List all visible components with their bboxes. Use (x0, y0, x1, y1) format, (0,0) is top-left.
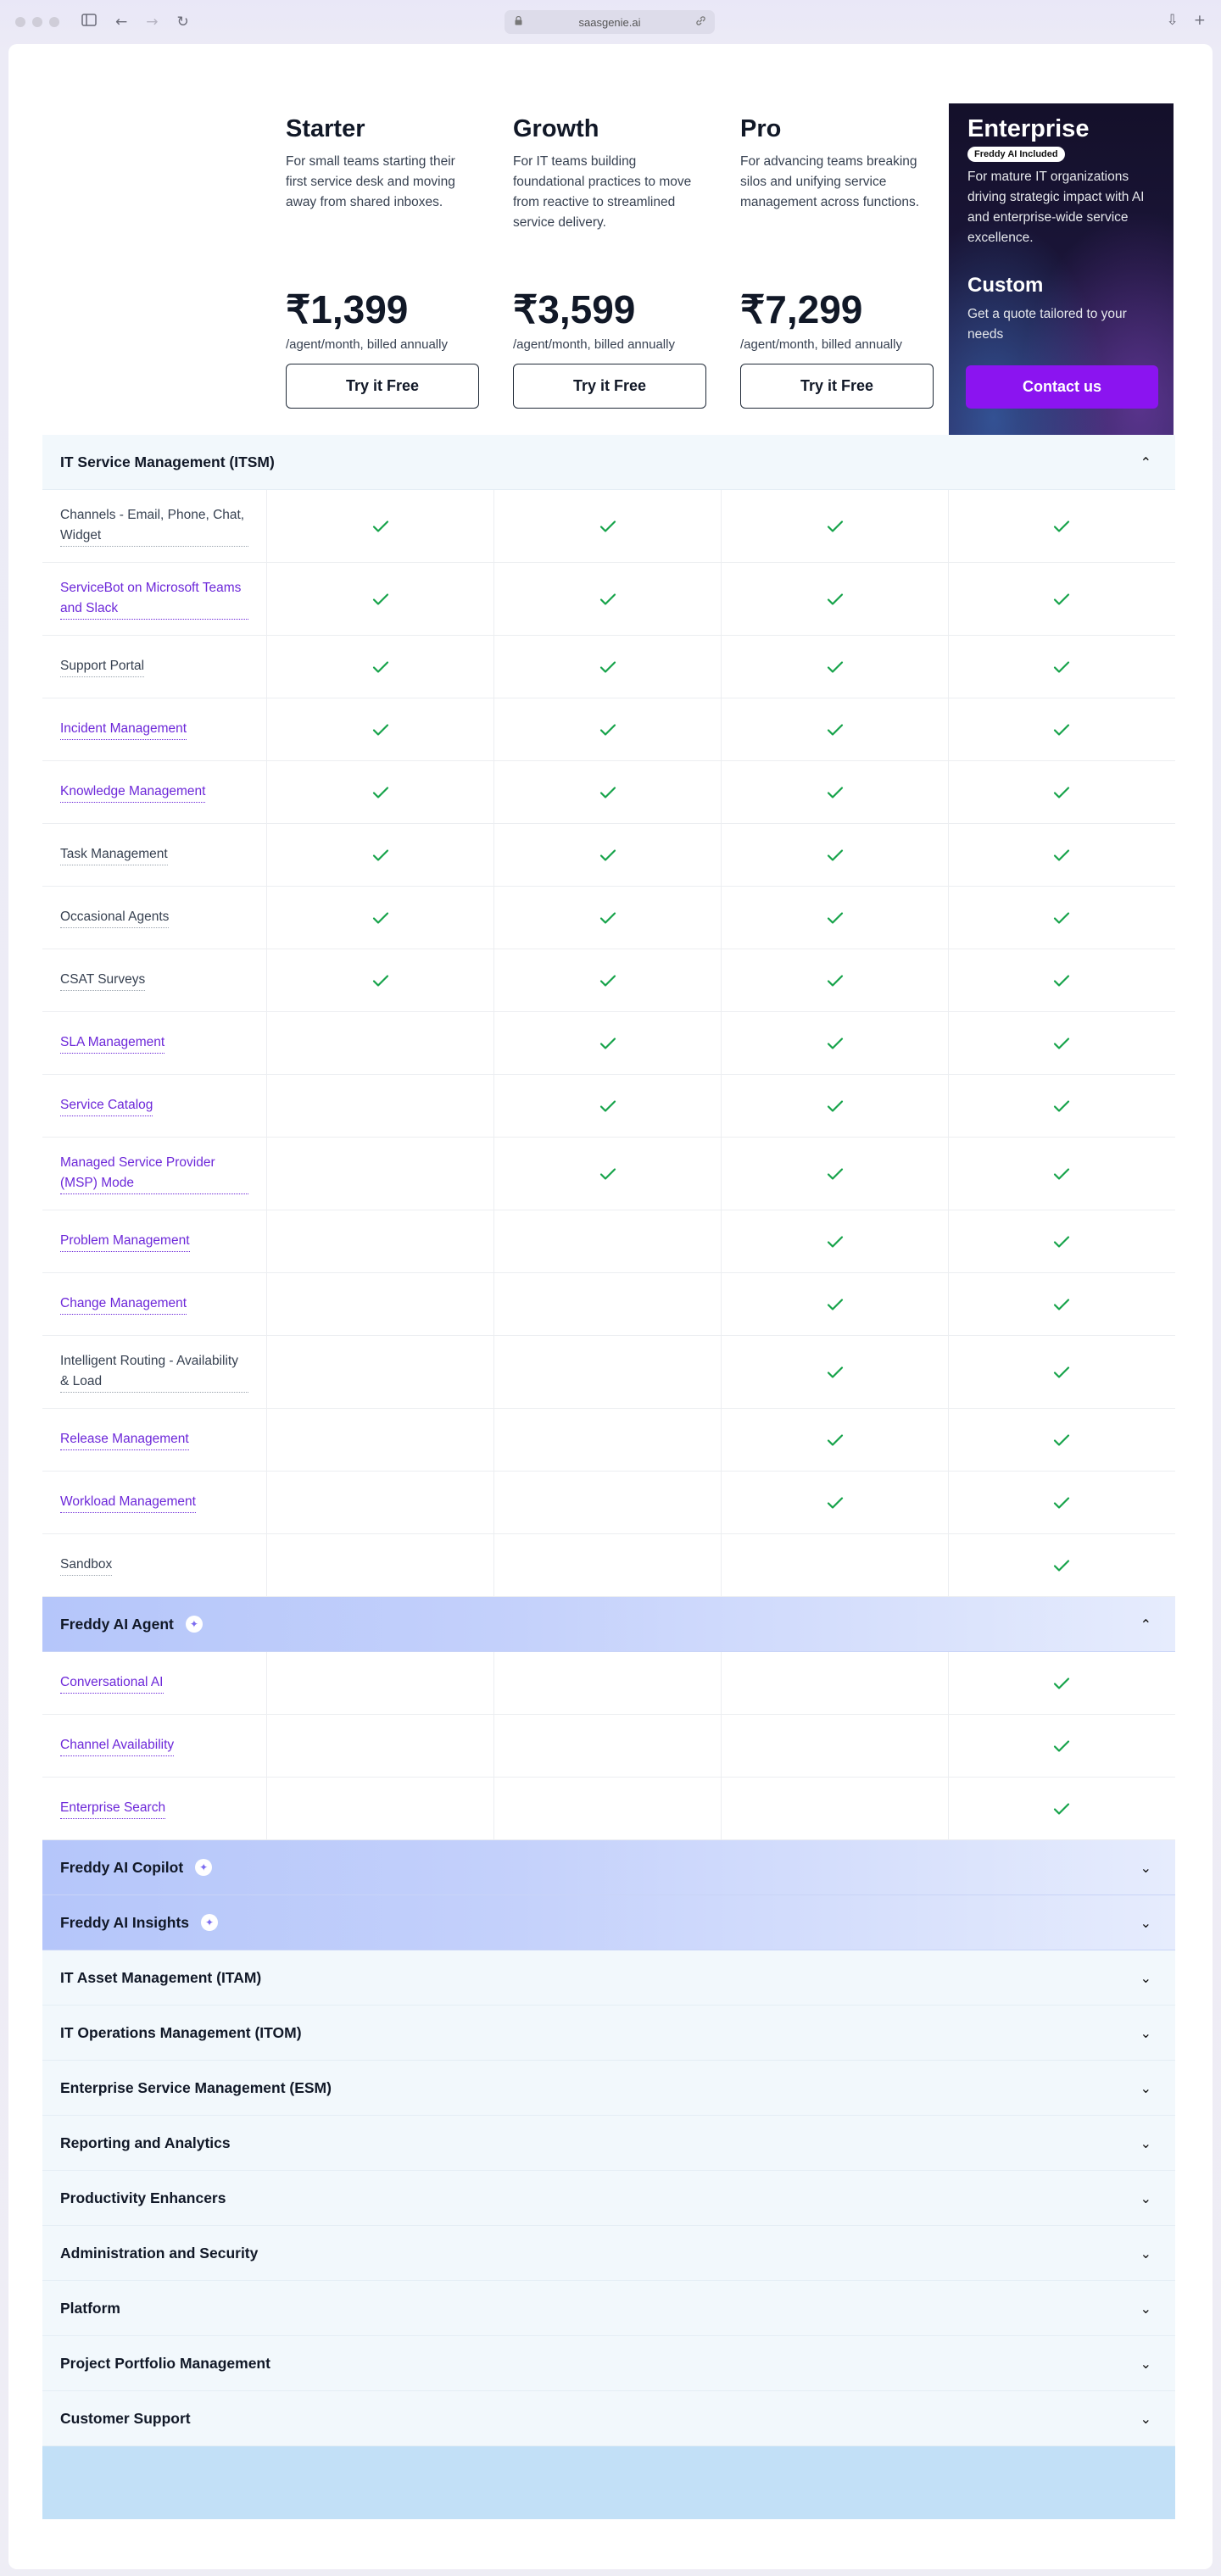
plan-availability-cell (267, 761, 494, 823)
feature-label-cell (42, 1012, 267, 1074)
checkmark-icon (371, 908, 391, 928)
plan-availability-cell (722, 563, 949, 635)
plan-availability-cell (722, 490, 949, 562)
plan-availability-cell (267, 824, 494, 886)
checkmark-icon (825, 1096, 845, 1116)
feature-row (42, 1715, 1175, 1778)
feature-row (42, 1012, 1175, 1075)
checkmark-icon (598, 1096, 618, 1116)
feature-label[interactable]: CSAT Surveys (60, 970, 145, 991)
plan-availability-cell (722, 1273, 949, 1335)
section-customer-support-header[interactable] (42, 2391, 1175, 2446)
plan-availability-cell (494, 1075, 722, 1137)
plan-availability-cell (267, 1138, 494, 1210)
plan-availability-cell (267, 949, 494, 1011)
checkmark-icon (1051, 589, 1072, 609)
try-free-button[interactable]: Try it Free (513, 364, 706, 409)
checkmark-icon (598, 845, 618, 865)
feature-label[interactable]: Enterprise Search (60, 1798, 165, 1819)
checkmark-icon (825, 657, 845, 677)
checkmark-icon (1051, 720, 1072, 740)
checkmark-icon (598, 971, 618, 991)
plan-header-row (42, 103, 1175, 435)
checkmark-icon (825, 845, 845, 865)
link-icon[interactable] (695, 15, 706, 29)
plan-availability-cell (494, 1012, 722, 1074)
checkmark-icon (825, 1164, 845, 1184)
plan-availability-cell (722, 824, 949, 886)
section-esm-header[interactable] (42, 2061, 1175, 2116)
plan-availability-cell (722, 698, 949, 760)
checkmark-icon (825, 720, 845, 740)
chevron-down-icon[interactable]: ⌄ (1140, 2024, 1151, 2041)
checkmark-icon (825, 908, 845, 928)
feature-row (42, 761, 1175, 824)
plan-availability-cell (722, 887, 949, 949)
plan-availability-cell (267, 1075, 494, 1137)
checkmark-icon (598, 1164, 618, 1184)
try-free-button[interactable]: Try it Free (286, 364, 479, 409)
plan-availability-cell (267, 1273, 494, 1335)
plan-availability-cell (267, 1336, 494, 1408)
plan-price: ₹7,299 (740, 287, 863, 331)
feature-row (42, 1778, 1175, 1840)
chevron-down-icon[interactable]: ⌄ (1140, 1914, 1151, 1931)
checkmark-icon (1051, 1294, 1072, 1315)
browser-toolbar (0, 0, 1221, 44)
checkmark-icon (825, 1232, 845, 1252)
section-title: Freddy AI Agent (60, 1615, 174, 1633)
section-itam-header[interactable] (42, 1950, 1175, 2006)
checkmark-icon (371, 516, 391, 537)
feature-label[interactable]: Intelligent Routing - Availability & Load (60, 1351, 248, 1393)
chevron-up-icon[interactable]: ⌃ (1140, 453, 1151, 470)
section-productivity-header[interactable] (42, 2171, 1175, 2226)
plan-billing-period: /agent/month, billed annually (286, 337, 448, 352)
plan-availability-cell (949, 1778, 1174, 1839)
feature-label[interactable]: Incident Management (60, 719, 187, 740)
plan-availability-cell (722, 761, 949, 823)
feature-label-cell (42, 698, 267, 760)
plan-price: ₹3,599 (513, 287, 636, 331)
plan-availability-cell (267, 1012, 494, 1074)
plan-billing-period: /agent/month, billed annually (740, 337, 902, 352)
plan-availability-cell (267, 887, 494, 949)
checkmark-icon (371, 657, 391, 677)
plan-availability-cell (494, 1534, 722, 1596)
plan-price: ₹1,399 (286, 287, 409, 331)
checkmark-icon (825, 782, 845, 803)
feature-label[interactable]: Channel Availability (60, 1735, 174, 1756)
feature-row (42, 698, 1175, 761)
chevron-down-icon[interactable]: ⌄ (1140, 2189, 1151, 2206)
plan-description: For mature IT organizations driving strategic impact with AI and enterprise-wide service excellence. (967, 170, 1145, 245)
try-free-button[interactable]: Try it Free (740, 364, 934, 409)
chevron-up-icon[interactable]: ⌃ (1140, 1616, 1151, 1633)
feature-row (42, 490, 1175, 563)
chevron-down-icon[interactable]: ⌄ (1140, 2355, 1151, 2372)
feature-label-cell (42, 1336, 267, 1408)
feature-label[interactable]: Channels - Email, Phone, Chat, Widget (60, 505, 248, 547)
checkmark-icon (1051, 1033, 1072, 1054)
plan-availability-cell (494, 1715, 722, 1777)
feature-label-cell (42, 1138, 267, 1210)
plan-availability-cell (722, 1336, 949, 1408)
plan-availability-cell (949, 761, 1174, 823)
page-content (8, 44, 1213, 2569)
feature-label-cell (42, 1534, 267, 1596)
checkmark-icon (1051, 1164, 1072, 1184)
plan-availability-cell (494, 1210, 722, 1272)
plan-availability-cell (722, 1075, 949, 1137)
feature-label[interactable]: Sandbox (60, 1555, 112, 1576)
plan-description: For small teams starting their first service desk and moving away from shared inboxes. (286, 154, 455, 209)
feature-label-cell (42, 1778, 267, 1839)
feature-label[interactable]: ServiceBot on Microsoft Teams and Slack (60, 578, 248, 620)
feature-label[interactable]: Support Portal (60, 656, 144, 677)
section-title: Productivity Enhancers (60, 2189, 226, 2206)
plan-availability-cell (722, 1652, 949, 1714)
feature-row (42, 636, 1175, 698)
section-title: Freddy AI Copilot (60, 1858, 184, 1876)
plan-availability-cell (949, 1409, 1174, 1471)
section-title: IT Operations Management (ITOM) (60, 2023, 302, 2041)
plan-name: Growth (513, 115, 599, 142)
section-freddy-insights-header[interactable] (42, 1895, 1175, 1950)
checkmark-icon (1051, 1673, 1072, 1694)
checkmark-icon (825, 1033, 845, 1054)
plan-availability-cell (722, 1138, 949, 1210)
feature-row (42, 1075, 1175, 1138)
chevron-down-icon[interactable]: ⌄ (1140, 2134, 1151, 2151)
plan-description: For advancing teams breaking silos and unifying service management across functions. (740, 154, 920, 209)
section-ppm-header[interactable] (42, 2336, 1175, 2391)
plan-availability-cell (494, 1472, 722, 1533)
plan-availability-cell (949, 1075, 1174, 1137)
table-footer-band (42, 2446, 1175, 2519)
plan-availability-cell (949, 1138, 1174, 1210)
checkmark-icon (598, 782, 618, 803)
plan-availability-cell (949, 636, 1174, 698)
feature-label-cell (42, 563, 267, 635)
lock-icon (515, 16, 522, 28)
feature-label[interactable]: Knowledge Management (60, 782, 205, 803)
checkmark-icon (1051, 1096, 1072, 1116)
sparkle-icon: ✦ (195, 1859, 212, 1876)
feature-label[interactable]: Release Management (60, 1429, 189, 1450)
plan-availability-cell (494, 1336, 722, 1408)
feature-row (42, 1652, 1175, 1715)
plan-availability-cell (722, 1210, 949, 1272)
checkmark-icon (598, 1033, 618, 1054)
feature-row (42, 1273, 1175, 1336)
plan-availability-cell (949, 1715, 1174, 1777)
plan-availability-cell (494, 698, 722, 760)
plan-availability-cell (267, 563, 494, 635)
checkmark-icon (1051, 971, 1072, 991)
plan-availability-cell (949, 824, 1174, 886)
checkmark-icon (598, 657, 618, 677)
zoom-window-dot[interactable] (49, 17, 59, 27)
feature-row (42, 563, 1175, 636)
plan-availability-cell (267, 490, 494, 562)
feature-label[interactable]: Change Management (60, 1294, 187, 1315)
plan-pro (722, 103, 949, 435)
feature-label[interactable]: SLA Management (60, 1032, 164, 1054)
plan-availability-cell (267, 1715, 494, 1777)
checkmark-icon (825, 1294, 845, 1315)
back-arrow-icon[interactable]: ← (115, 14, 128, 31)
chevron-down-icon[interactable]: ⌄ (1140, 2410, 1151, 2427)
plan-availability-cell (722, 1472, 949, 1533)
checkmark-icon (371, 971, 391, 991)
window-controls (15, 17, 59, 27)
plan-name: Enterprise (967, 115, 1090, 142)
feature-label[interactable]: Occasional Agents (60, 907, 169, 928)
plan-availability-cell (722, 1409, 949, 1471)
feature-label[interactable]: Service Catalog (60, 1095, 153, 1116)
checkmark-icon (598, 720, 618, 740)
feature-label-cell (42, 1075, 267, 1137)
feature-label-cell (42, 1715, 267, 1777)
agent-feature-list (42, 1652, 1175, 1840)
contact-us-button[interactable]: Contact us (966, 365, 1158, 409)
plan-starter (267, 103, 494, 435)
plan-availability-cell (722, 636, 949, 698)
plan-availability-cell (267, 1534, 494, 1596)
feature-row (42, 1409, 1175, 1472)
sparkle-icon: ✦ (201, 1914, 218, 1931)
checkmark-icon (825, 1362, 845, 1383)
checkmark-icon (598, 908, 618, 928)
plan-price: Custom (967, 274, 1044, 297)
checkmark-icon (1051, 1430, 1072, 1450)
new-tab-icon[interactable]: + (1193, 12, 1206, 29)
plan-enterprise (949, 103, 1174, 435)
itsm-feature-list (42, 490, 1175, 1597)
section-title: Enterprise Service Management (ESM) (60, 2078, 332, 2096)
plan-availability-cell (949, 563, 1174, 635)
checkmark-icon (371, 782, 391, 803)
price-description: Get a quote tailored to your needs (967, 307, 1127, 342)
minimize-window-dot[interactable] (32, 17, 42, 27)
chevron-down-icon[interactable]: ⌄ (1140, 2245, 1151, 2262)
section-freddy-copilot-header[interactable] (42, 1840, 1175, 1895)
plan-availability-cell (949, 1273, 1174, 1335)
plan-availability-cell (494, 824, 722, 886)
checkmark-icon (1051, 1799, 1072, 1819)
feature-label[interactable]: Task Management (60, 844, 168, 865)
section-freddy-agent-header[interactable] (42, 1597, 1175, 1652)
plan-availability-cell (949, 698, 1174, 760)
plan-availability-cell (494, 563, 722, 635)
chevron-down-icon[interactable]: ⌄ (1140, 1859, 1151, 1876)
checkmark-icon (1051, 1736, 1072, 1756)
feature-row (42, 1210, 1175, 1273)
feature-row (42, 1472, 1175, 1534)
section-itom-header[interactable] (42, 2006, 1175, 2061)
feature-row (42, 887, 1175, 949)
sparkle-icon: ✦ (186, 1616, 203, 1633)
plan-availability-cell (494, 887, 722, 949)
feature-label-cell (42, 636, 267, 698)
feature-label-cell (42, 1409, 267, 1471)
checkmark-icon (1051, 657, 1072, 677)
feature-label-cell (42, 490, 267, 562)
checkmark-icon (1051, 1493, 1072, 1513)
download-icon[interactable]: ⇩ (1166, 12, 1179, 29)
section-title: Reporting and Analytics (60, 2134, 231, 2151)
plan-availability-cell (267, 1210, 494, 1272)
section-title: IT Asset Management (ITAM) (60, 1968, 262, 1986)
reload-icon[interactable]: ↻ (176, 14, 189, 31)
plan-availability-cell (949, 1472, 1174, 1533)
section-title: Project Portfolio Management (60, 2354, 270, 2372)
checkmark-icon (825, 971, 845, 991)
feature-label-cell (42, 1472, 267, 1533)
plan-availability-cell (267, 1409, 494, 1471)
plan-availability-cell (949, 887, 1174, 949)
checkmark-icon (1051, 1362, 1072, 1383)
section-admin-security-header[interactable] (42, 2226, 1175, 2281)
plan-availability-cell (494, 1273, 722, 1335)
feature-label-cell (42, 1652, 267, 1714)
plan-availability-cell (949, 1012, 1174, 1074)
feature-label[interactable]: Conversational AI (60, 1672, 164, 1694)
plan-description: For IT teams building foundational practices to move from reactive to streamlined service delivery. (513, 154, 692, 230)
forward-arrow-icon[interactable]: → (146, 14, 159, 31)
checkmark-icon (1051, 1555, 1072, 1576)
section-title: Platform (60, 2299, 120, 2317)
plan-availability-cell (267, 1778, 494, 1839)
checkmark-icon (825, 1430, 845, 1450)
plan-availability-cell (494, 1778, 722, 1839)
checkmark-icon (371, 720, 391, 740)
feature-label[interactable]: Workload Management (60, 1492, 196, 1513)
feature-row (42, 824, 1175, 887)
checkmark-icon (598, 516, 618, 537)
plan-availability-cell (494, 1409, 722, 1471)
checkmark-icon (825, 516, 845, 537)
feature-label-cell (42, 1210, 267, 1272)
plan-availability-cell (722, 949, 949, 1011)
feature-row (42, 1138, 1175, 1210)
checkmark-icon (1051, 845, 1072, 865)
feature-row (42, 1534, 1175, 1597)
checkmark-icon (825, 1493, 845, 1513)
plan-availability-cell (494, 1652, 722, 1714)
plan-availability-cell (949, 490, 1174, 562)
plan-availability-cell (949, 1534, 1174, 1596)
feature-label-cell (42, 887, 267, 949)
chevron-down-icon[interactable]: ⌄ (1140, 2300, 1151, 2317)
checkmark-icon (598, 589, 618, 609)
plan-billing-period: /agent/month, billed annually (513, 337, 675, 352)
checkmark-icon (371, 589, 391, 609)
plan-availability-cell (267, 698, 494, 760)
plan-availability-cell (722, 1012, 949, 1074)
chevron-down-icon[interactable]: ⌄ (1140, 1969, 1151, 1986)
plan-availability-cell (267, 1472, 494, 1533)
checkmark-icon (1051, 516, 1072, 537)
feature-label-cell (42, 761, 267, 823)
section-itsm-header[interactable] (42, 435, 1175, 490)
plan-availability-cell (949, 949, 1174, 1011)
plan-availability-cell (494, 761, 722, 823)
plan-availability-cell (494, 636, 722, 698)
section-reporting-header[interactable] (42, 2116, 1175, 2171)
plan-availability-cell (722, 1534, 949, 1596)
plan-growth (494, 103, 722, 435)
plan-availability-cell (267, 636, 494, 698)
feature-row (42, 1336, 1175, 1409)
feature-row (42, 949, 1175, 1012)
plan-availability-cell (722, 1715, 949, 1777)
sidebar-toggle-icon[interactable] (81, 14, 97, 31)
plan-name: Starter (286, 115, 365, 142)
close-window-dot[interactable] (15, 17, 25, 27)
url-text: saasgenie.ai (578, 15, 641, 29)
plan-availability-cell (494, 490, 722, 562)
address-bar[interactable] (505, 10, 715, 34)
feature-label[interactable]: Problem Management (60, 1231, 190, 1252)
plan-availability-cell (949, 1210, 1174, 1272)
section-title: IT Service Management (ITSM) (60, 453, 275, 470)
checkmark-icon (1051, 1232, 1072, 1252)
plan-availability-cell (949, 1652, 1174, 1714)
section-title: Freddy AI Insights (60, 1913, 190, 1931)
section-title: Customer Support (60, 2409, 191, 2427)
plan-availability-cell (494, 949, 722, 1011)
plan-availability-cell (267, 1652, 494, 1714)
chevron-down-icon[interactable]: ⌄ (1140, 2079, 1151, 2096)
feature-label[interactable]: Managed Service Provider (MSP) Mode (60, 1153, 248, 1194)
checkmark-icon (825, 589, 845, 609)
plan-name: Pro (740, 115, 782, 142)
pricing-table (42, 103, 1175, 2519)
feature-label-cell (42, 824, 267, 886)
section-title: Administration and Security (60, 2244, 259, 2262)
checkmark-icon (371, 845, 391, 865)
plan-availability-cell (722, 1778, 949, 1839)
checkmark-icon (1051, 908, 1072, 928)
plan-availability-cell (949, 1336, 1174, 1408)
checkmark-icon (1051, 782, 1072, 803)
section-platform-header[interactable] (42, 2281, 1175, 2336)
feature-label-cell (42, 1273, 267, 1335)
freddy-ai-badge: Freddy AI Included (967, 147, 1065, 162)
feature-label-cell (42, 949, 267, 1011)
plan-availability-cell (494, 1138, 722, 1210)
